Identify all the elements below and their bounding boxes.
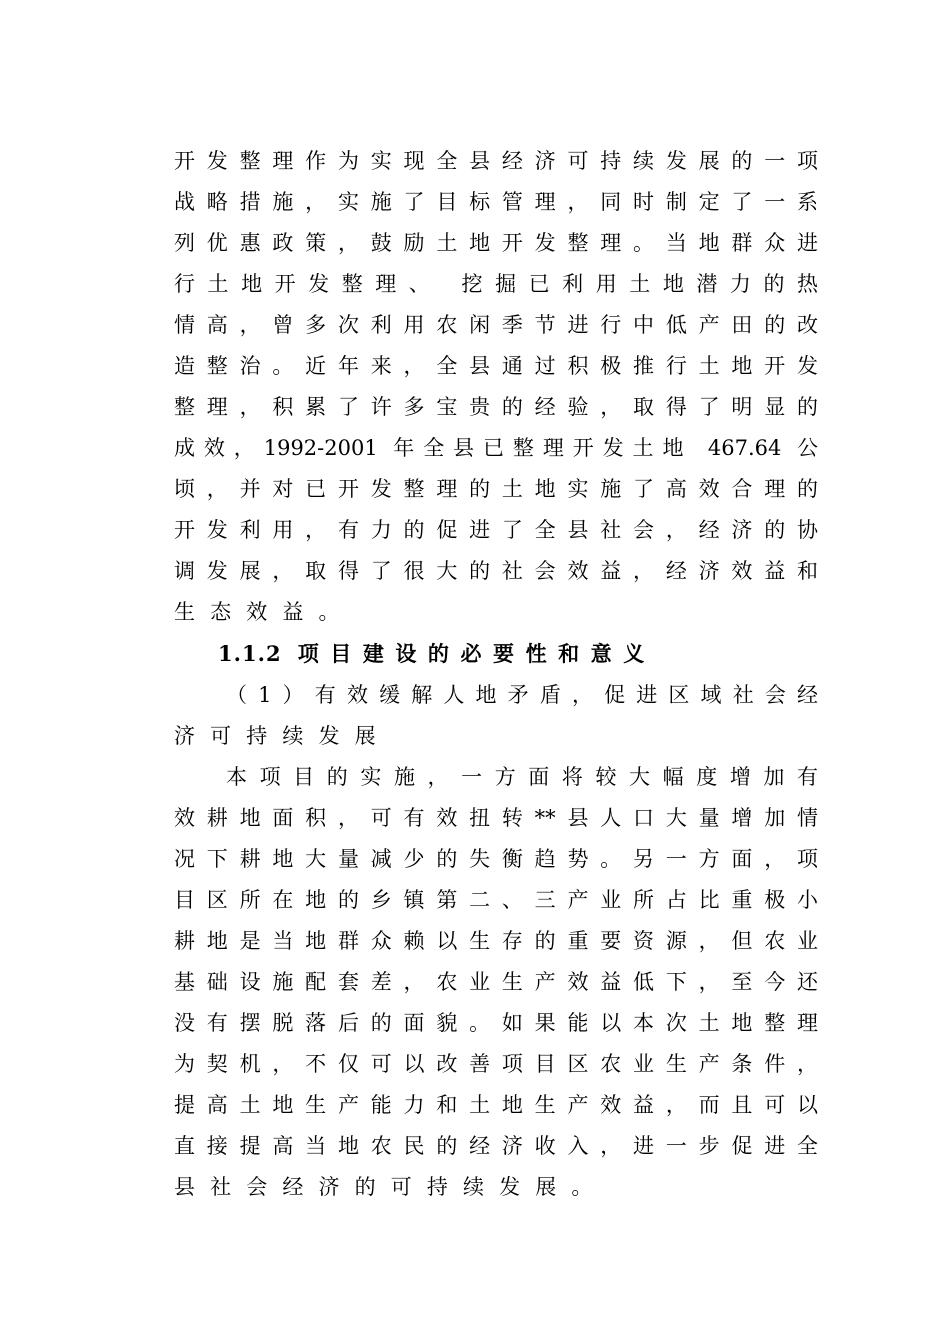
paragraph-line: 县社会经济的可持续发展。 bbox=[174, 1175, 608, 1199]
paragraph-line: 耕地是当地群众赖以生存的重要资源，但农业 bbox=[174, 929, 818, 953]
paragraph-line: 成效，1992-2001 年全县已整理开发土地 467.64 公 bbox=[174, 436, 818, 460]
paragraph-line: 效耕地面积，可有效扭转**县人口大量增加情 bbox=[174, 806, 818, 830]
section-heading bbox=[218, 637, 656, 671]
paragraph-line: 顷，并对已开发整理的土地实施了高效合理的 bbox=[174, 477, 818, 501]
section-number: 1.1.2 bbox=[218, 641, 282, 666]
paragraph-line: 开发利用，有力的促进了全县社会，经济的协 bbox=[174, 518, 818, 542]
paragraph-line: 调发展，取得了很大的社会效益，经济效益和 bbox=[174, 559, 818, 583]
paragraph-line: 没有摆脱落后的面貌。如果能以本次土地整理 bbox=[174, 1011, 818, 1035]
paragraph-line: 开发整理作为实现全县经济可持续发展的一项 bbox=[174, 149, 818, 173]
paragraph-line: 行土地开发整理、 挖掘已利用土地潜力的热 bbox=[174, 272, 818, 296]
paragraph-line: 整理，积累了许多宝贵的经验，取得了明显的 bbox=[174, 395, 818, 419]
paragraph-line: 基础设施配套差，农业生产效益低下，至今还 bbox=[174, 970, 818, 994]
paragraph-line: 列优惠政策，鼓励土地开发整理。当地群众进 bbox=[174, 231, 818, 255]
section-title: 项目建设的必要性和意义 bbox=[297, 641, 656, 666]
paragraph-line: 目区所在地的乡镇第二、三产业所占比重极小 bbox=[174, 888, 818, 912]
paragraph-line: 本项目的实施，一方面将较大幅度增加有 bbox=[226, 765, 818, 789]
subheading-line: 济可持续发展 bbox=[174, 724, 391, 748]
paragraph-line: 况下耕地大量减少的失衡趋势。另一方面，项 bbox=[174, 847, 818, 871]
subheading-line: （1）有效缓解人地矛盾，促进区域社会经 bbox=[226, 683, 818, 707]
paragraph-line: 生态效益。 bbox=[174, 600, 355, 624]
paragraph-line: 战略措施，实施了目标管理，同时制定了一系 bbox=[174, 190, 818, 214]
paragraph-line: 情高，曾多次利用农闲季节进行中低产田的改 bbox=[174, 313, 818, 337]
paragraph-line: 为契机，不仅可以改善项目区农业生产条件， bbox=[174, 1052, 818, 1076]
paragraph-line: 造整治。近年来，全县通过积极推行土地开发 bbox=[174, 354, 818, 378]
paragraph-line: 提高土地生产能力和土地生产效益，而且可以 bbox=[174, 1093, 818, 1117]
paragraph-line: 直接提高当地农民的经济收入，进一步促进全 bbox=[174, 1134, 818, 1158]
